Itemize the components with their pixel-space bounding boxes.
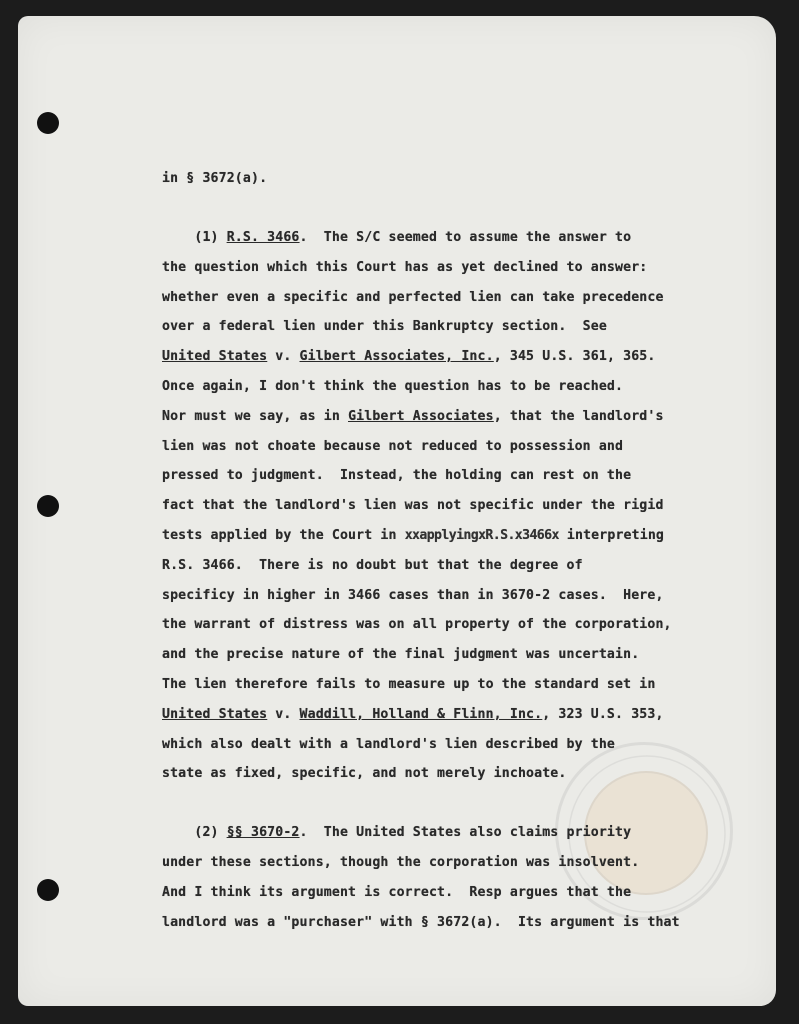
text-line: United States v. Waddill, Holland & Flinn, Inc., 323 U.S. 353, [162, 707, 664, 722]
text-line: The lien therefore fails to measure up to the standard set in [162, 677, 656, 692]
punch-hole [37, 495, 59, 517]
punch-hole [37, 879, 59, 901]
text-line: in § 3672(a). [162, 171, 268, 186]
text-line: pressed to judgment. Instead, the holding can rest on the [162, 468, 632, 483]
text-line: under these sections, though the corporation was insolvent. [162, 855, 640, 870]
text-line: which also dealt with a landlord's lien described by the [162, 737, 616, 752]
text-line: fact that the landlord's lien was not specific under the rigid [162, 498, 664, 513]
text-line: lien was not choate because not reduced to possession and [162, 439, 624, 454]
text-line: Nor must we say, as in Gilbert Associates, that the landlord's [162, 409, 664, 424]
text-line: the question which this Court has as yet declined to answer: [162, 260, 648, 275]
text-line: specificy in higher in 3466 cases than in 3670-2 cases. Here, [162, 588, 664, 603]
text-line: state as fixed, specific, and not merely inchoate. [162, 766, 567, 781]
text-line: (2) §§ 3670-2. The United States also claims priority [162, 825, 632, 840]
text-line: whether even a specific and perfected lien can take precedence [162, 290, 664, 305]
text-line: tests applied by the Court in xxapplyingxR.S.x3466x interpreting [162, 528, 664, 543]
text-line: R.S. 3466. There is no doubt but that the degree of [162, 558, 583, 573]
text-line: landlord was a "purchaser" with § 3672(a). Its argument is that [162, 915, 680, 930]
text-line: And I think its argument is correct. Resp argues that the [162, 885, 632, 900]
text-line: and the precise nature of the final judgment was uncertain. [162, 647, 640, 662]
text-line: over a federal lien under this Bankruptcy section. See [162, 319, 607, 334]
text-line: (1) R.S. 3466. The S/C seemed to assume the answer to [162, 230, 632, 245]
text-line: United States v. Gilbert Associates, Inc., 345 U.S. 361, 365. [162, 349, 656, 364]
punch-hole [37, 112, 59, 134]
text-line: Once again, I don't think the question has to be reached. [162, 379, 624, 394]
text-line: the warrant of distress was on all property of the corporation, [162, 617, 672, 632]
